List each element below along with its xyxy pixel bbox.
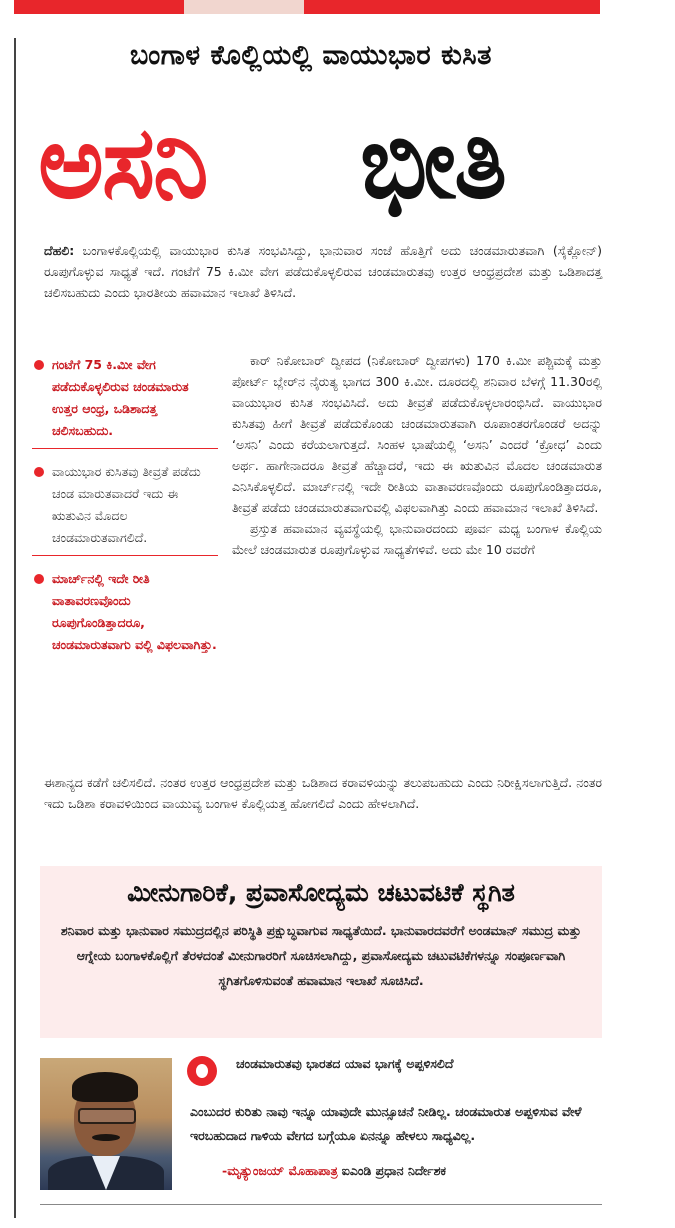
quote-first-line: ಚಂಡಮಾರುತವು ಭಾರತದ ಯಾವ ಭಾಗಕ್ಕೆ ಅಪ್ಪಳಿಸಲಿದೆ (236, 1056, 454, 1071)
article-column (232, 350, 602, 560)
highlight-text: ವಾಯುಭಾರ ಕುಸಿತವು ತೀವ್ರತೆ ಪಡೆದು ಚಂಡ ಮಾರುತವಾದರೆ ಇದು ಈ ಋತುವಿನ ಮೊದಲ ಚಂಡಮಾರುತವಾಗಲಿದೆ. (52, 464, 201, 545)
lead-text: ಬಂಗಾಳಕೊಲ್ಲಿಯಲ್ಲಿ ವಾಯುಭಾರ ಕುಸಿತ ಸಂಭವಿಸಿದ್ದು, ಭಾನುವಾರ ಸಂಜೆ ಹೊತ್ತಿಗೆ ಅದು ಚಂಡಮಾರುತವಾಗಿ (ಸೈಕ್ಲೋನ್) ರೂಪುಗೊಳ್ಳುವ ಸಾಧ್ಯತೆ ಇದೆ. ಗಂಟೆಗೆ 75 ಕಿ.ಮೀ ವೇಗ ಪಡೆದುಕೊಳ್ಳಲಿರುವ ಚಂಡಮಾರುತವು ಉತ್ತರ ಆಂಧ್ರಪ್ರದೇಶ ಮತ್ತು ಒಡಿಶಾದತ್ತ ಚಲಿಸಬಹುದು ಎಂದು ಭಾರತೀಯ ಹವಾಮಾನ ಇಲಾಖೆ ತಿಳಿಸಿದೆ. (44, 243, 602, 300)
portrait-hair (72, 1072, 138, 1102)
quote-author-role: ಐಎಂಡಿ ಪ್ರಧಾನ ನಿರ್ದೇಶಕ (341, 1163, 447, 1178)
box-title: ಮೀನುಗಾರಿಕೆ, ಪ್ರವಾಸೋದ್ಯಮ ಚಟುವಟಿಕೆ ಸ್ಥಗಿತ (127, 878, 515, 907)
headline-red-word: ಅಸನಿ (38, 104, 207, 221)
dateline: ದೆಹಲಿ: (44, 243, 75, 258)
quote-text: ಎಂಬುದರ ಕುರಿತು ನಾವು ಇನ್ನೂ ಯಾವುದೇ ಮುನ್ಸೂಚನೆ ನೀಡಿಲ್ಲ. ಚಂಡಮಾರುತ ಅಪ್ಪಳಿಸುವ ವೇಳೆ ಇರಬಹುದಾದ ಗಾಳಿಯ ವೇಗದ ಬಗ್ಗೆಯೂ ಏನನ್ನೂ ಹೇಳಲು ಸಾಧ್ಯವಿಲ್ಲ. (190, 1104, 582, 1143)
top-color-strip (14, 0, 600, 14)
article-paragraph: ಕಾರ್ ನಿಕೋಬಾರ್ ದ್ವೀಪದ (ನಿಕೋಬಾರ್ ದ್ವೀಪಗಳು) 170 ಕಿ.ಮೀ ಪಶ್ಚಿಮಕ್ಕೆ ಮತ್ತು ಪೋರ್ಟ್ ಬ್ಲೇರ್‌ನ ನೈರುತ್ಯ ಭಾಗದ 300 ಕಿ.ಮೀ. ದೂರದಲ್ಲಿ ಶನಿವಾರ ಬೆಳಗ್ಗೆ 11.30ರಲ್ಲಿ ವಾಯುಭಾರ ಕುಸಿತ ಸಂಭವಿಸಿದೆ. ಅದು ತೀವ್ರತೆ ಪಡೆದುಕೊಳ್ಳಲಾರಂಭಿಸಿದೆ. ವಾಯುಭಾರ ಕುಸಿತವು ಹೀಗೆ ತೀವ್ರತೆ ಪಡೆದುಕೊಂಡು ಚಂಡಮಾರುತವಾಗಿ ರೂಪಾಂತರಗೊಂಡರೆ ಅದನ್ನು ‘ಅಸನಿ’ ಎಂದು ಕರೆಯಲಾಗುತ್ತದೆ. ಸಿಂಹಳ ಭಾಷೆಯಲ್ಲಿ ‘ಅಸನಿ’ ಎಂದರೆ ‘ಕ್ರೋಧ’ ಎಂದು ಅರ್ಥ. ಹಾಗೇನಾದರೂ ತೀವ್ರತೆ ಹೆಚ್ಚಾದರೆ, ಇದು ಈ ಋತುವಿನ ಮೊದಲ ಚಂಡಮಾರುತ ಎನಿಸಿಕೊಳ್ಳಲಿದೆ. ಮಾರ್ಚ್‌ನಲ್ಲಿ ಇದೇ ರೀತಿಯ ವಾತಾವರಣವೊಂದು ರೂಪುಗೊಂಡಿತ್ತಾದರೂ, ತೀವ್ರತೆ ಪಡೆದು ಚಂಡಮಾರುತವಾಗುವಲ್ಲಿ ವಿಫಲವಾಗಿತ್ತು ಎಂದು ಹವಾಮಾನ ಇಲಾಖೆ ತಿಳಿಸಿದೆ. (232, 353, 602, 515)
official-portrait (40, 1058, 172, 1190)
highlight-text: ಗಂಟೆಗೆ 75 ಕಿ.ಮೀ ವೇಗ ಪಡೆದುಕೊಳ್ಳಲಿರುವ ಚಂಡಮಾರುತ ಉತ್ತರ ಆಂಧ್ರ, ಒಡಿಶಾದತ್ತ ಚಲಿಸಬಹುದು. (52, 357, 189, 438)
quote-attribution (222, 1160, 602, 1182)
portrait-moustache (92, 1134, 120, 1141)
quote-author: -ಮೃತ್ಯುಂಜಯ್ ಮೊಹಾಪಾತ್ರ (222, 1163, 338, 1178)
highlights-sidebar (32, 352, 218, 672)
bottom-rule (40, 1204, 602, 1205)
article-paragraph: ಈಶಾನ್ಯದ ಕಡೆಗೆ ಚಲಿಸಲಿದೆ. ನಂತರ ಉತ್ತರ ಆಂಧ್ರಪ್ರದೇಶ ಮತ್ತು ಒಡಿಶಾದ ಕರಾವಳಿಯನ್ನು ತಲುಪಬಹುದು ಎಂದು ನಿರೀಕ್ಷಿಸಲಾಗುತ್ತಿದೆ. ನಂತರ ಇದು ಒಡಿಶಾ ಕರಾವಳಿಯಿಂದ ವಾಯುವ್ಯ ಬಂಗಾಳ ಕೊಲ್ಲಿಯತ್ತ ಹೋಗಲಿದೆ ಎಂದು ಹೇಳಲಾಗಿದೆ. (44, 775, 602, 811)
article-paragraph: ಪ್ರಸ್ತುತ ಹವಾಮಾನ ವ್ಯವಸ್ಥೆಯಲ್ಲಿ ಭಾನುವಾರದಂದು ಪೂರ್ವ ಮಧ್ಯ ಬಂಗಾಳ ಕೊಲ್ಲಿಯ ಮೇಲೆ ಚಂಡಮಾರುತ ರೂಪುಗೊಳ್ಳುವ ಸಾಧ್ಯತೆಗಳಿವೆ. ಅದು ಮೇ 10 ರವರೆಗೆ (232, 521, 602, 557)
fishing-tourism-box (40, 866, 602, 1038)
quote-icon (187, 1056, 217, 1086)
highlight-item (32, 352, 218, 449)
headline-black-word: ಭೀತಿ (360, 104, 505, 221)
bullet-dot-icon (34, 467, 44, 477)
box-body: ಶನಿವಾರ ಮತ್ತು ಭಾನುವಾರ ಸಮುದ್ರದಲ್ಲಿನ ಪರಿಸ್ಥಿತಿ ಪ್ರಕ್ಷುಬ್ಧವಾಗುವ ಸಾಧ್ಯತೆಯಿದೆ. ಭಾನುವಾರದವರೆಗೆ ಅಂಡಮಾನ್ ಸಮುದ್ರ ಮತ್ತು ಆಗ್ನೇಯ ಬಂಗಾಳಕೊಲ್ಲಿಗೆ ತೆರಳದಂತೆ ಮೀನುಗಾರರಿಗೆ ಸೂಚಿಸಲಾಗಿದ್ದು, ಪ್ರವಾಸೋದ್ಯಮ ಚಟುವಟಿಕೆಗಳನ್ನೂ ಸಂಪೂರ್ಣವಾಗಿ ಸ್ಥಗಿತಗೊಳಿಸುವಂತೆ ಹವಾಮಾನ ಇಲಾಖೆ ಸೂಚಿಸಿದೆ. (60, 923, 582, 988)
main-headline (20, 96, 600, 232)
highlight-item (32, 459, 218, 556)
kicker-headline: ಬಂಗಾಳ ಕೊಲ್ಲಿಯಲ್ಲಿ ವಾಯುಭಾರ ಕುಸಿತ (130, 40, 492, 71)
photo-edge (184, 0, 304, 14)
highlight-item (32, 566, 218, 662)
lead-paragraph (44, 240, 602, 303)
highlight-text: ಮಾರ್ಚ್‌ನಲ್ಲಿ ಇದೇ ರೀತಿ ವಾತಾವರಣವೊಂದು ರೂಪುಗೊಂಡಿತ್ತಾದರೂ, ಚಂಡಮಾರುತವಾಗು ವಲ್ಲಿ ವಿಫಲವಾಗಿತ್ತು. (52, 571, 217, 652)
bullet-dot-icon (34, 360, 44, 370)
portrait-glasses (78, 1108, 136, 1124)
page-left-rule (14, 38, 16, 1218)
article-continuation (44, 772, 602, 814)
bullet-dot-icon (34, 574, 44, 584)
